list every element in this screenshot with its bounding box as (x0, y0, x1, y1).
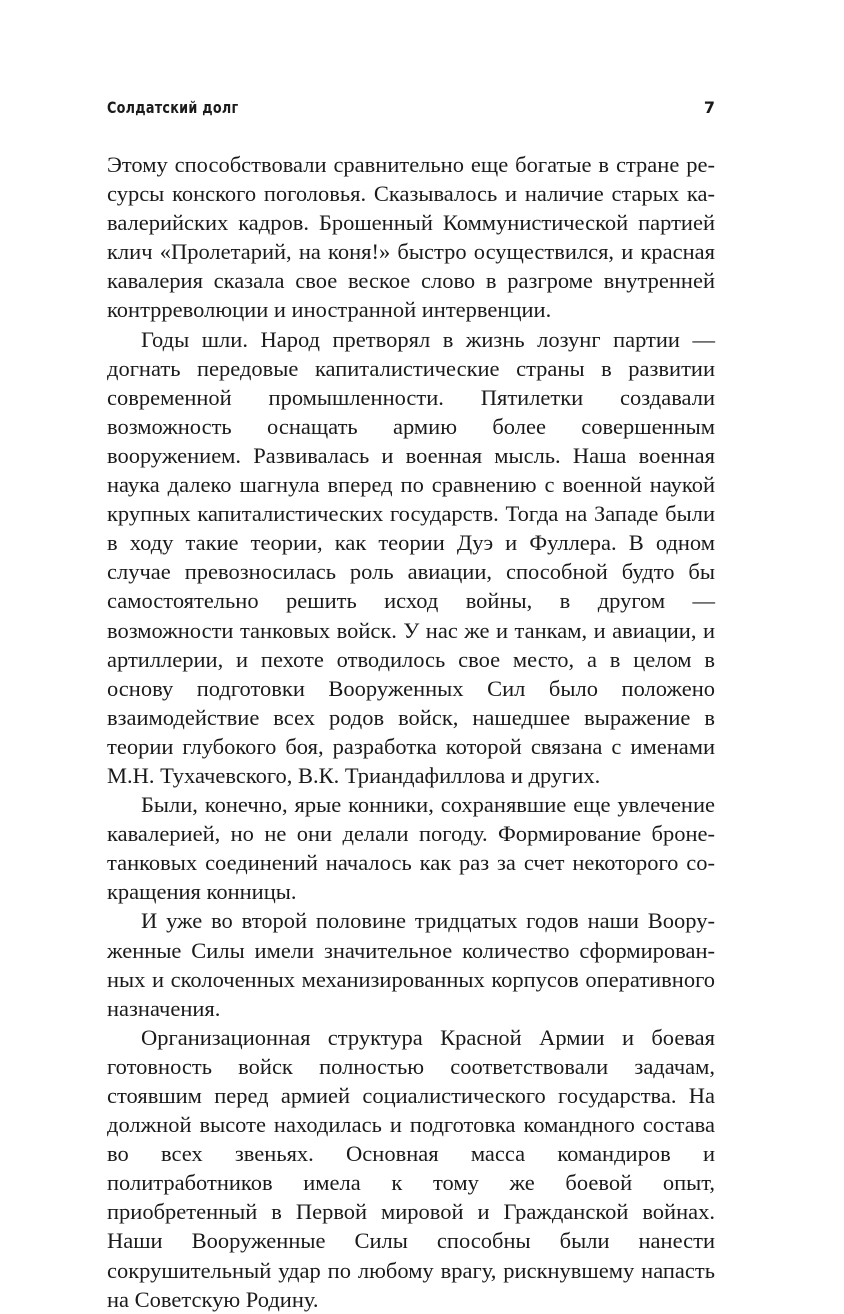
running-head (107, 98, 715, 122)
paragraph: И уже во второй половине тридцатых годов наши Вооруженные Силы имели значительное количество сформированных и сколоченных механизированных корпусов оперативного назначения. (107, 908, 715, 1021)
page-number: 7 (703, 98, 715, 117)
running-title: Солдатский долг (107, 98, 239, 117)
paragraph: Организационная структура Красной Армии и боевая готовность войск полностью соответствовали задачам, стоявшим перед армией социалистического государства. На должной высоте находилась и подготовка командного состава во всех звеньях. Основная масса командиров и политработников имела к тому же боевой опыт, приобретенный в Первой мировой и Гражданской войнах. Наши Вооруженные Силы способны были нанести сокрушительный удар по любому врагу, рискнувшему напасть на Советскую Родину. (107, 1024, 715, 1312)
body-text (107, 150, 715, 1314)
paragraph: Этому способствовали сравнительно еще богатые в стране ресурсы конского поголовья. Сказывалось и наличие старых кавалерийских кадров. Брошенный Коммунистической партией клич «Пролетарий, на коня!» быстро осуществился, и красная кавалерия сказала свое веское слово в разгроме внутренней контрреволюции и иностранной интервенции. (107, 152, 715, 323)
paragraph: Были, конечно, ярые конники, сохранявшие еще увлечение кавалерией, но не они делали погоду. Формирование бронетанковых соединений началось как раз за счет некоторого сокращения конницы. (107, 792, 715, 905)
paragraph: Годы шли. Народ претворял в жизнь лозунг партии — догнать передовые капиталистические страны в развитии современной промышленности. Пятилетки создавали возможность оснащать армию более совершенным вооружением. Развивалась и военная мысль. Наша военная наука далеко шагнула вперед по сравнению с военной наукой крупных капиталистических государств. Тогда на Западе были в ходу такие теории, как теории Дуэ и Фуллера. В одном случае превозносилась роль авиации, способной будто бы самостоятельно решить исход войны, в другом — возможности танковых войск. У нас же и танкам, и авиации, и артиллерии, и пехоте отводилось свое место, а в целом в основу подготовки Вооруженных Сил было положено взаимодействие всех родов войск, нашедшее выражение в теории глубокого боя, разработка которой связана с именами М.Н. Тухачевского, В.К. Триандафиллова и других. (107, 326, 715, 788)
